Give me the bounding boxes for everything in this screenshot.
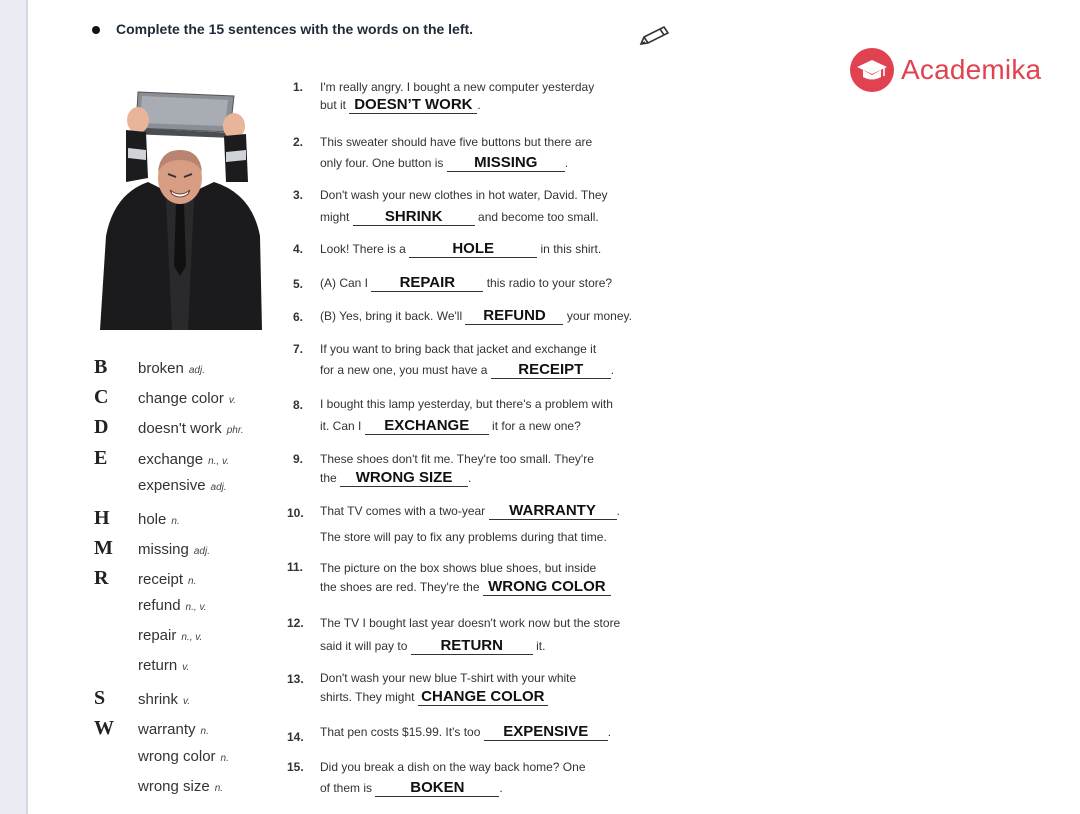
page-left-margin [0, 0, 26, 814]
sentence-number: 6. [293, 310, 304, 324]
answer-blank[interactable]: RECEIPT [491, 362, 611, 379]
answer-blank[interactable]: CHANGE COLOR [418, 689, 548, 706]
vocab-item: M missing adj. [94, 537, 210, 559]
sentence-line: That pen costs $15.99. It's too EXPENSIVE . [320, 723, 612, 740]
answer-blank[interactable]: WRONG COLOR [483, 579, 611, 596]
sentence-line: but it DOESN’T WORK . [320, 96, 481, 113]
sentence-number: 14. [287, 730, 304, 744]
sentence-line: might SHRINK and become too small. [320, 208, 599, 225]
sentence-number: 4. [293, 242, 304, 256]
sentence-line: shirts. They might CHANGE COLOR [320, 689, 548, 706]
sentence-number: 13. [287, 672, 304, 686]
sentence-number: 7. [293, 342, 304, 356]
sentence-number: 2. [293, 135, 304, 149]
bullet-icon [92, 26, 100, 34]
brand-logo [849, 46, 1041, 94]
sentence-number: 5. [293, 277, 304, 291]
vocab-item: repair n., v. [138, 627, 203, 644]
answer-blank[interactable]: HOLE [409, 241, 537, 258]
answer-blank[interactable]: RETURN [411, 638, 533, 655]
sentence-line: The store will pay to fix any problems during that time. [320, 530, 607, 544]
vocab-item: expensive adj. [138, 477, 227, 494]
vocab-item: wrong size n. [138, 778, 224, 795]
vocab-item: B broken adj. [94, 356, 205, 378]
answer-blank[interactable]: MISSING [447, 155, 565, 172]
answer-blank[interactable]: REFUND [465, 308, 563, 325]
sentence-line: it. Can I EXCHANGE it for a new one? [320, 417, 581, 434]
sentence-line: These shoes don't fit me. They're too small. They're [320, 452, 594, 466]
graduation-cap-icon [849, 47, 895, 93]
sentence-line: of them is BOKEN . [320, 779, 503, 796]
vocab-item: return v. [138, 657, 190, 674]
answer-blank[interactable]: BOKEN [375, 780, 499, 797]
sentence-line: This sweater should have five buttons but there are [320, 135, 593, 149]
vocab-item: E exchange n., v. [94, 447, 229, 469]
sentence-line: only four. One button is MISSING . [320, 154, 569, 171]
vocab-item: wrong color n. [138, 748, 229, 765]
page-left-border [26, 0, 28, 814]
sentence-line: said it will pay to RETURN it. [320, 637, 546, 654]
sentence-number: 10. [287, 506, 304, 520]
sentence-number: 3. [293, 188, 304, 202]
brand-name: Academika [901, 54, 1042, 85]
sentence-line: Don't wash your new clothes in hot water, David. They [320, 188, 608, 202]
sentence-line: (A) Can I REPAIR this radio to your store? [320, 274, 613, 291]
answer-blank[interactable]: EXPENSIVE [484, 724, 608, 741]
sentence-line: I bought this lamp yesterday, but there's a problem with [320, 397, 613, 411]
pencil-icon [638, 24, 672, 46]
angry-man-laptop-image [96, 86, 266, 330]
sentence-number: 1. [293, 80, 304, 94]
answer-blank[interactable]: WRONG SIZE [340, 470, 468, 487]
sentence-line: The TV I bought last year doesn't work now but the store [320, 616, 621, 630]
sentence-number: 11. [287, 560, 304, 574]
sentence-line: for a new one, you must have a RECEIPT . [320, 361, 615, 378]
sentence-line: If you want to bring back that jacket and exchange it [320, 342, 597, 356]
sentence-number: 12. [287, 616, 304, 630]
answer-blank[interactable]: EXCHANGE [365, 418, 489, 435]
sentence-line: the WRONG SIZE . [320, 469, 472, 486]
vocab-item: W warranty n. [94, 717, 209, 739]
sentence-line: the shoes are red. They're the WRONG COLOR [320, 579, 611, 596]
sentence-line: I'm really angry. I bought a new computer yesterday [320, 80, 595, 94]
answer-blank[interactable]: WARRANTY [489, 503, 617, 520]
sentence-line: That TV comes with a two-year WARRANTY . [320, 502, 620, 519]
vocab-item: C change color v. [94, 386, 236, 408]
answer-blank[interactable]: REPAIR [371, 275, 483, 292]
vocab-item: H hole n. [94, 507, 180, 529]
sentence-number: 8. [293, 398, 304, 412]
instruction-text: Complete the 15 sentences with the words on the left. [116, 21, 474, 37]
answer-blank[interactable]: SHRINK [353, 209, 475, 226]
sentence-line: Did you break a dish on the way back home? One [320, 760, 586, 774]
sentence-line: Don't wash your new blue T-shirt with your white [320, 671, 577, 685]
sentence-number: 15. [287, 760, 304, 774]
sentence-line: Look! There is a HOLE in this shirt. [320, 240, 602, 257]
vocab-item: S shrink v. [94, 687, 191, 709]
sentence-number: 9. [293, 452, 304, 466]
vocab-item: refund n., v. [138, 597, 207, 614]
sentence-line: (B) Yes, bring it back. We'll REFUND your money. [320, 307, 632, 324]
vocab-item: D doesn't work phr. [94, 416, 244, 438]
answer-blank[interactable]: DOESN’T WORK [349, 97, 477, 114]
vocab-item: R receipt n. [94, 567, 197, 589]
sentence-line: The picture on the box shows blue shoes, but inside [320, 561, 597, 575]
